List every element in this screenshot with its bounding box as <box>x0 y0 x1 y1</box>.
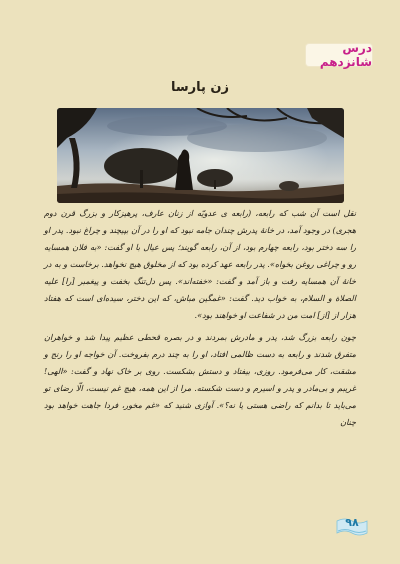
lesson-title: زن پارسا <box>170 80 230 95</box>
lesson-label: درس شانزدهم <box>319 41 372 69</box>
paragraph: نقل است آن شب که رابعه، (رابعه ی عدویّه از زنان عارف، پرهیزکار و بزرگ قرن دوم هجری) در وجود آمد، در خانهٔ پدرش چندان جامه نبود که او را در آن بپیچند و چراغ نبود. پدر او را سه دختر بود، رابعه چهارم بود، از آن، رابعه گویند؛ پس عیال با او گفت: «به فلان همسایه رو و چراغی روغن بخواه». پدر رابعه عهد کرده بود که از مخلوق هیچ نخواهد. برخاست و به در خانهٔ آن همسایه رفت و باز آمد و گفت: «خفته‌اند». پس دل‌تنگ بخفت و پیغمبر [را] علیه الصلاة و السلام، به خواب دید. گفت: «غمگین مباش، که این دختر، سیده‌ای است که هفتاد هزار از [از] امت من در شفاعت او خواهند بود». <box>44 208 356 320</box>
landscape-photo-icon <box>57 108 344 203</box>
paragraph: چون رابعه بزرگ شد، پدر و مادرش بمردند و در بصره قحطی عظیم پیدا شد و خواهران متفرق شدند و رابعه به دست ظالمی افتاد، او را به چند درم بفروخت. آن خواجه او را رنج و مشقت، کار می‌فرمود. روزی، بیفتاد و دستش بشکست. روی بر خاک نهاد و گفت: «الهی! غریبم و بی‌مادر و پدر و اسیرم و دست شکسته. مرا از این همه، هیچ غم نیست، الّا رضای تو می‌باید تا بدانم که راضی هستی یا نه؟». آوازی شنید که «غم مخور، فردا جاهت خواهد بود چنان <box>44 332 356 427</box>
lesson-badge <box>306 41 372 69</box>
landscape-photo <box>57 108 344 203</box>
lesson-body <box>44 205 356 436</box>
page-number-badge <box>335 515 369 537</box>
page-number: ۹۸ <box>345 516 359 529</box>
